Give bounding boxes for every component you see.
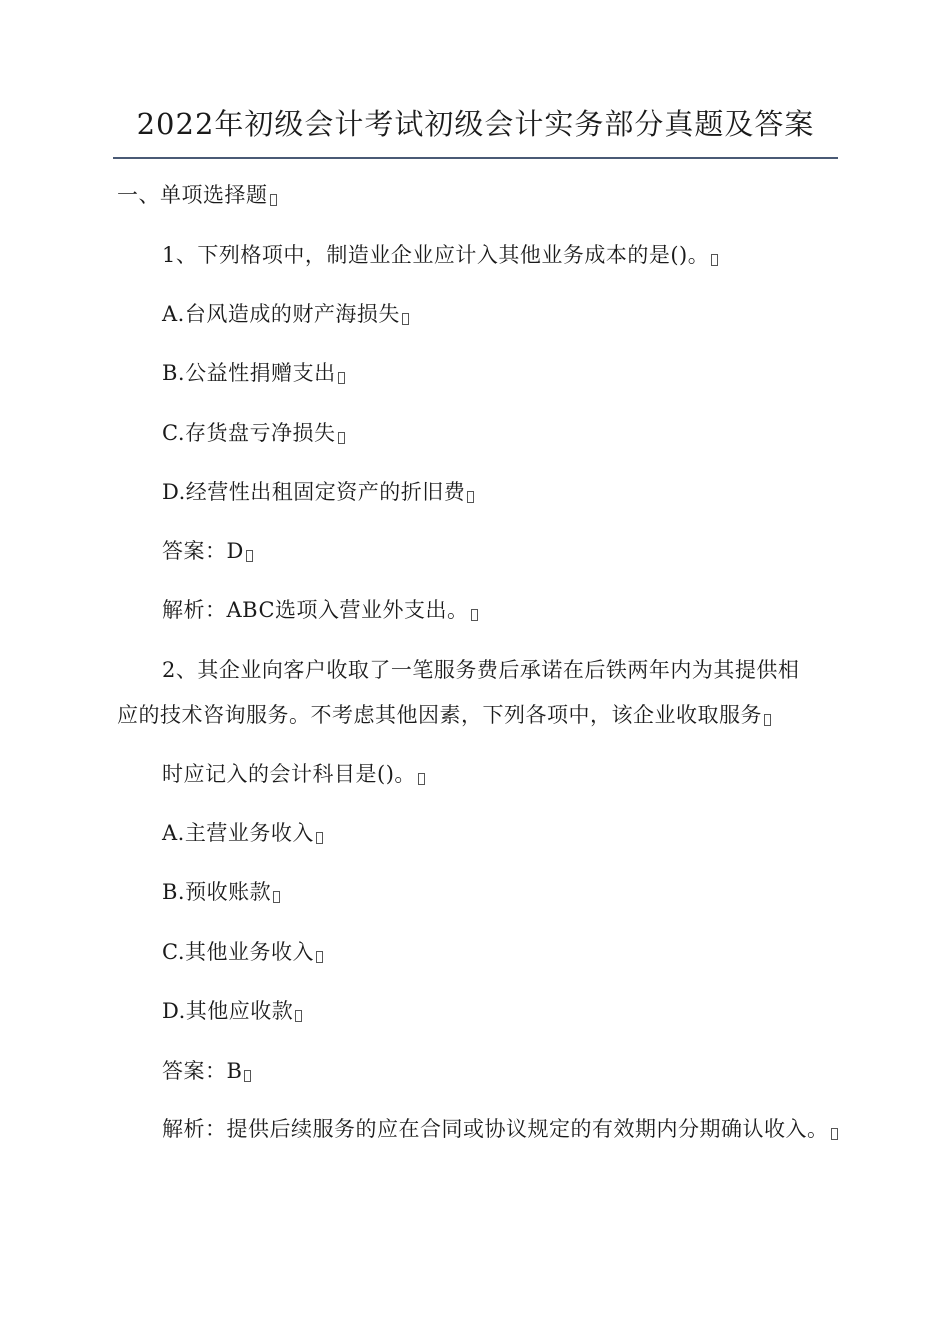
question-1-option-c: C.存货盘亏净损失	[162, 418, 345, 448]
paragraph-mark-icon	[471, 609, 478, 621]
question-2-analysis: 解析：提供后续服务的应在合同或协议规定的有效期内分期确认收入。	[162, 1114, 838, 1144]
question-1-analysis: 解析：ABC选项入营业外支出。	[162, 595, 478, 625]
paragraph-mark-icon	[338, 372, 345, 384]
section-heading: 一、单项选择题	[117, 180, 277, 210]
document-title: 2022年初级会计考试初级会计实务部分真题及答案	[136, 107, 815, 141]
question-2-option-c: C.其他业务收入	[162, 937, 323, 967]
paragraph-mark-icon	[270, 194, 277, 206]
paragraph-mark-icon	[316, 832, 323, 844]
title-underline	[113, 157, 838, 159]
paragraph-mark-icon	[402, 313, 409, 325]
paragraph-mark-icon	[418, 773, 425, 785]
question-1-option-d: D.经营性出租固定资产的折旧费	[162, 477, 474, 507]
paragraph-mark-icon	[244, 1070, 251, 1082]
paragraph-mark-icon	[467, 491, 474, 503]
question-2-option-d: D.其他应收款	[162, 996, 302, 1026]
paragraph-mark-icon	[831, 1128, 838, 1140]
paragraph-mark-icon	[273, 891, 280, 903]
paragraph-mark-icon	[316, 951, 323, 963]
question-2-stem-line-3: 时应记入的会计科目是()。	[162, 759, 425, 789]
question-1-option-b: B.公益性捐赠支出	[162, 358, 345, 388]
paragraph-mark-icon	[711, 254, 718, 266]
question-2-stem-line-2: 应的技术咨询服务。不考虑其他因素，下列各项中，该企业收取服务	[117, 700, 771, 730]
paragraph-mark-icon	[338, 432, 345, 444]
question-1-option-a: A.台风造成的财产海损失	[162, 299, 409, 329]
question-2-answer: 答案：B	[162, 1056, 251, 1086]
paragraph-mark-icon	[246, 550, 253, 562]
question-1-answer: 答案：D	[162, 536, 253, 566]
question-2-option-a: A.主营业务收入	[162, 818, 323, 848]
paragraph-mark-icon	[295, 1010, 302, 1022]
question-2-stem-line-1: 2、其企业向客户收取了一笔服务费后承诺在后铁两年内为其提供相	[162, 658, 800, 682]
paragraph-mark-icon	[764, 714, 771, 726]
question-2-option-b: B.预收账款	[162, 877, 280, 907]
question-1-stem: 1、下列格项中，制造业企业应计入其他业务成本的是()。	[162, 240, 718, 270]
